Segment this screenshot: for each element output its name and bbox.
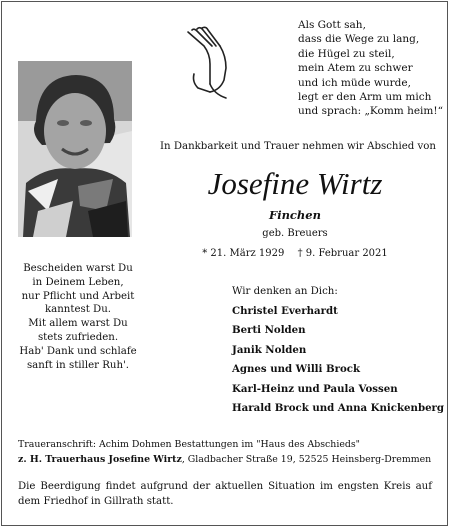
address-recipient: z. H. Trauerhaus Josefine Wirtz (18, 454, 182, 465)
verse-line: kanntest Du. (44, 304, 112, 316)
verse-line: in Deinem Leben, (32, 276, 124, 288)
mourners-heading: Wir denken an Dich: (232, 286, 338, 297)
poem-line: und ich müde wurde, (298, 76, 411, 89)
address-line-1: Traueranschrift: Achim Dohmen Bestattungen im "Haus des Abschieds" (18, 439, 360, 450)
poem-line: die Hügel zu steil, (298, 47, 395, 60)
verse-line: Mit allem warst Du (28, 318, 128, 330)
birth-name: geb. Breuers (262, 228, 328, 239)
address-street: , Gladbacher Straße 19, 52525 Heinsberg-Dremmen (181, 454, 432, 465)
verse-line: Bescheiden warst Du (23, 263, 133, 274)
verse-line: stets zufrieden. (37, 331, 119, 343)
poem-line: dass die Wege zu lang, (298, 33, 420, 46)
poem-line: Als Gott sah, (298, 19, 366, 31)
verse-line: sanft in stiller Ruh'. (26, 359, 130, 371)
mourner-name: Janik Nolden (232, 343, 307, 356)
mourner-name: Harald Brock und Anna Knickenberg (232, 402, 445, 415)
verse-line: nur Pflicht und Arbeit (21, 290, 135, 302)
mourner-name: Karl-Heinz und Paula Vossen (232, 382, 398, 395)
verse (18, 262, 138, 372)
praying-hands-icon (180, 22, 240, 102)
poem-line: und sprach: „Komm heim!“ (298, 105, 443, 118)
life-dates (160, 248, 430, 259)
birth-date: * 21. März 1929 (202, 248, 285, 259)
mourner-name: Berti Nolden (232, 324, 306, 337)
address-line-2 (18, 452, 438, 467)
poem (298, 18, 448, 119)
mourner-name: Agnes und Willi Brock (232, 363, 361, 376)
poem-line: legt er den Arm um mich (298, 91, 432, 104)
farewell-intro: In Dankbarkeit und Trauer nehmen wir Abschied von (160, 141, 436, 152)
death-date: † 9. Februar 2021 (297, 248, 388, 259)
verse-line: Hab' Dank und schlafe (19, 345, 137, 357)
deceased-nickname: Finchen (269, 208, 321, 222)
deceased-name: Josefine Wirtz (207, 166, 383, 201)
mourning-address (18, 437, 438, 467)
burial-notice: Die Beerdigung findet aufgrund der aktuellen Situation im engsten Kreis auf dem Friedhof in Gillrath statt. (18, 481, 432, 507)
mourner-name: Christel Everhardt (232, 305, 338, 317)
poem-line: mein Atem zu schwer (298, 62, 413, 75)
portrait-photo (18, 61, 132, 237)
mourners-list (232, 302, 447, 418)
